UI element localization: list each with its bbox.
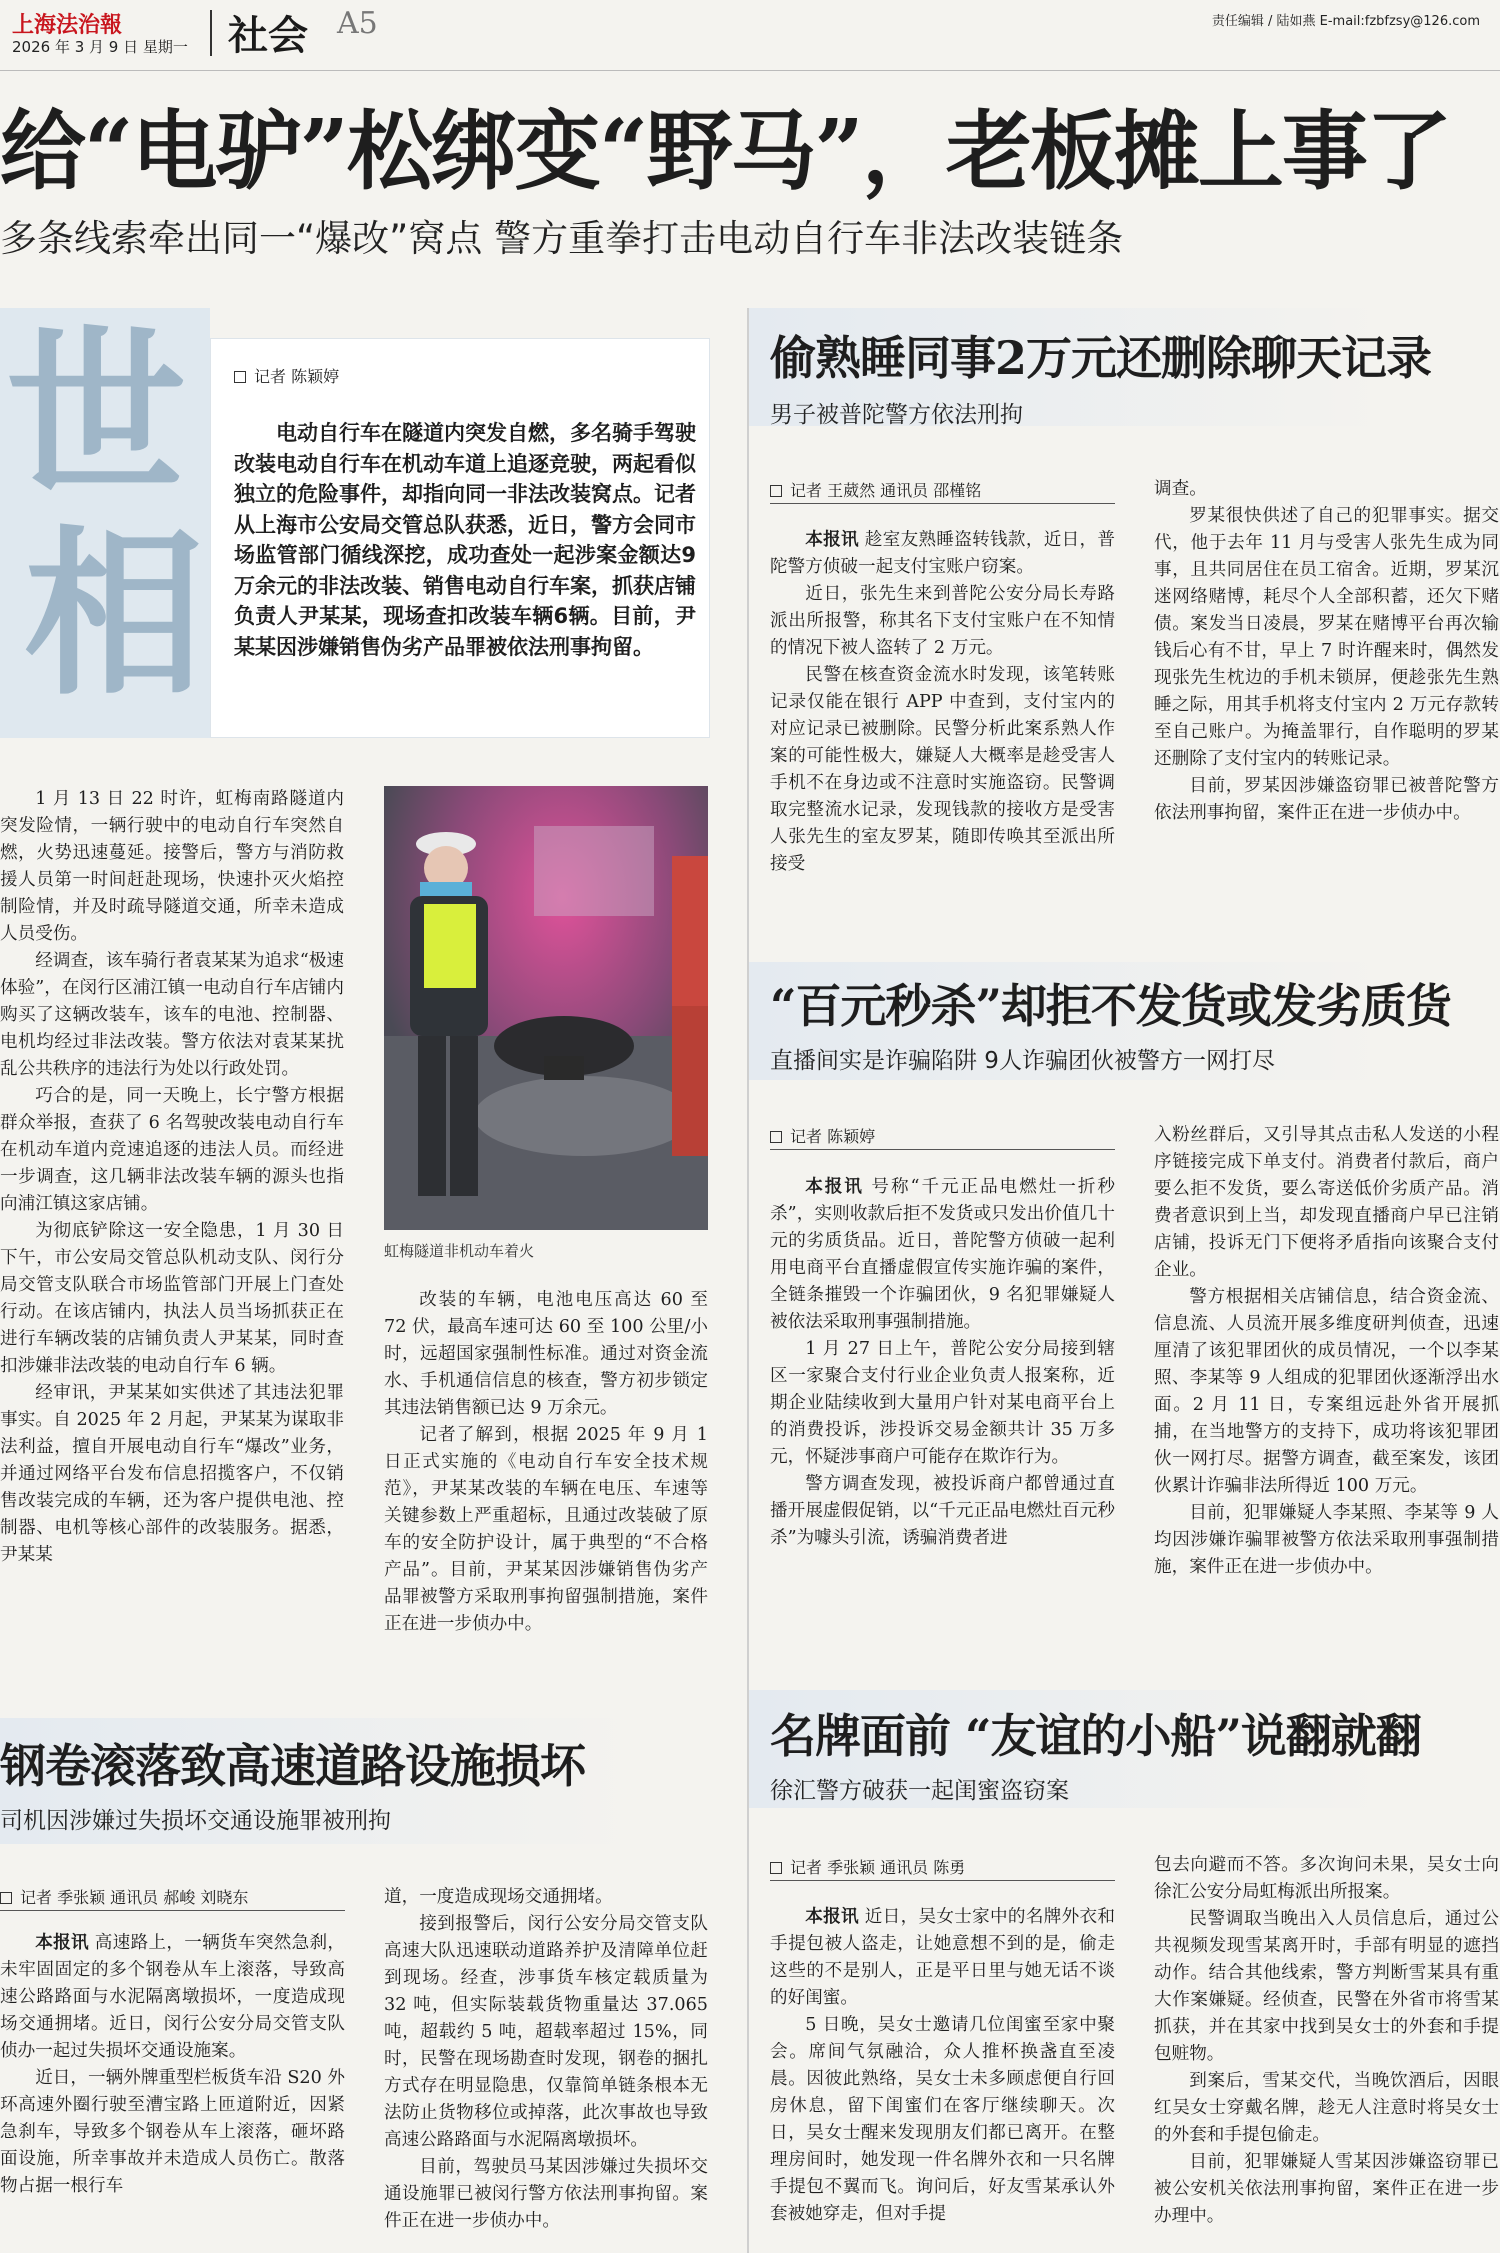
masthead-divider xyxy=(210,10,212,56)
paragraph: 近日，一辆外牌重型栏板货车沿 S20 外环高速外圈行驶至漕宝路上匝道附近，因紧急刹车，导致多个钢卷从车上滚落，砸坏路面设施，所幸事故并未造成人员伤亡。散落物占据一根行车 xyxy=(0,2068,345,2196)
bag-subheadline: 徐汇警方破获一起闺蜜盗窃案 xyxy=(770,1778,1069,1804)
paragraph: 目前，犯罪嫌疑人雪某因涉嫌盗窃罪已被公安机关依法刑事拘留，案件正在进一步办理中。 xyxy=(1154,2152,1499,2226)
page-number: A5 xyxy=(337,6,378,41)
theft-headline: 偷熟睡同事2万元还删除聊天记录 xyxy=(770,331,1432,385)
photo-caption: 虹梅隧道非机动车着火 xyxy=(384,1242,535,1260)
paragraph: 警方调查发现，被投诉商户都曾通过直播开展虚假促销，以“千元正品电燃灶百元秒杀”为噱头引流，诱骗消费者进 xyxy=(770,1474,1115,1548)
bag-col2 xyxy=(1154,1852,1499,2230)
editor-credit: 责任编辑 / 陆如燕 E-mail:fzbfzsy@126.com xyxy=(1211,14,1480,29)
paragraph: 民警在核查资金流水时发现，该笔转账记录仅能在银行 APP 中查到，支付宝内的对应记录已被删除。民警分析此案系熟人作案的可能性极大，嫌疑人大概率是趁受害人手机不在身边或不注意时实施盗窃。民警调取完整流水记录，发现钱款的接收方是受害人张先生的室友罗某，随即传唤其至派出所接受 xyxy=(770,665,1115,874)
paragraph: 接到报警后，闵行公安分局交管支队高速大队迅速联动道路养护及清障单位赶到现场。经查，涉事货车核定载质量为 32 吨，但实际装载货物重量达 37.065 吨，超载约 5 吨，超载率超过 15%，同时，民警在现场勘查时发现，钢卷的捆扎方式存在明显隐患，仅靠简单链条根本无法防止货物移位或掉落，此次事故也导致高速公路路面与水泥隔离墩损坏。 xyxy=(384,1914,708,2150)
scam-subheadline: 直播间实是诈骗陷阱 9人诈骗团伙被警方一网打尽 xyxy=(770,1048,1275,1074)
paragraph: 民警调取当晚出入人员信息后，通过公共视频发现雪某离开时，手部有明显的遮挡动作。结合其他线索，警方判断雪某具有重大作案嫌疑。经侦查，民警在外省市将雪某抓获，并在其家中找到吴女士的外套和手提包赃物。 xyxy=(1154,1909,1499,2064)
deco-character: 相 xyxy=(24,509,205,720)
scam-byline: 记者 陈颖婷 xyxy=(770,1124,875,1147)
paragraph: 5 日晚，吴女士邀请几位闺蜜至家中聚会。席间气氛融洽，众人推杯换盏直至凌晨。因彼此熟络，吴女士未多顾虑便自行回房休息，留下闺蜜们在客厅继续聊天。次日，吴女士醒来发现朋友们都已离开。在整理房间时，她发现一件名牌外衣和一只名牌手提包不翼而飞。询问后，好友雪某承认外套被她穿走，但对手提 xyxy=(770,2015,1115,2224)
issue-date: 2026 年 3 月 9 日 星期一 xyxy=(12,38,188,56)
steel-byline: 记者 季张颖 通讯员 郝峻 刘晓东 xyxy=(0,1885,248,1908)
lead-label: 本报讯 xyxy=(805,530,859,550)
byline-rule xyxy=(0,1910,345,1911)
paragraph: 目前，犯罪嫌疑人李某照、李某等 9 人均因涉嫌诈骗罪被警方依法采取刑事强制措施，案件正在进一步侦办中。 xyxy=(1154,1503,1499,1577)
steel-col2 xyxy=(384,1884,708,2235)
paragraph: 道，一度造成现场交通拥堵。 xyxy=(384,1887,613,1907)
main-lead: 电动自行车在隧道内突发自燃，多名骑手驾驶改装电动自行车在机动车道上追逐竞驶，两起看似独立的危险事件，却指向同一非法改装窝点。记者从上海市公安局交管总队获悉，近日，警方会同市场监管部门循线深挖，成功查处一起涉案金额达9万余元的非法改装、销售电动自行车案，抓获店铺负责人尹某某，现场查扣改装车辆6辆。目前，尹某某因涉嫌销售伪劣产品罪被依法刑事拘留。 xyxy=(234,421,696,659)
paragraph: 1 月 27 日上午，普陀公安分局接到辖区一家聚合支付行业企业负责人报案称，近期企业陆续收到大量用户针对某电商平台上的消费投诉，涉投诉交易金额共计 35 万多元，怀疑涉事商户可能存在欺诈行为。 xyxy=(770,1339,1115,1467)
paragraph: 包去向避而不答。多次询问未果，吴女士向徐汇公安分局虹梅派出所报案。 xyxy=(1154,1855,1499,1902)
paragraph: 经审讯，尹某某如实供述了其违法犯罪事实。自 2025 年 2 月起，尹某某为谋取非法利益，擅自开展电动自行车“爆改”业务，并通过网络平台发布信息招揽客户，不仅销售改装完成的车辆，还为客户提供电池、控制器、电机等核心部件的改装服务。据悉，尹某某 xyxy=(0,1383,344,1565)
paragraph: 巧合的是，同一天晚上，长宁警方根据群众举报，查获了 6 名驾驶改装电动自行车在机动车道内竞速追逐的违法人员。而经进一步调查，这几辆非法改装车辆的源头也指向浦江镇这家店铺。 xyxy=(0,1086,344,1214)
paragraph: 经调查，该车骑行者袁某某为追求“极速体验”，在闵行区浦江镇一电动自行车店铺内购买了这辆改装车，该车的电池、控制器、电机均经过非法改装。警方依法对袁某某扰乱公共秩序的违法行为处以行政处罚。 xyxy=(0,951,344,1079)
paragraph: 警方根据相关店铺信息，结合资金流、信息流、人员流开展多维度研判侦查，迅速厘清了该犯罪团伙的成员情况，一个以李某照、李某等 9 人组成的犯罪团伙逐渐浮出水面。2 月 11 日，专案组远赴外省开展抓捕，在当地警方的支持下，成功将该犯罪团伙一网打尽。据警方调查，截至案发，该团伙累计诈骗非法所得近 100 万元。 xyxy=(1154,1287,1499,1496)
byline-rule xyxy=(770,1880,1115,1881)
scam-headline: “百元秒杀”却拒不发货或发劣质货 xyxy=(770,979,1451,1033)
main-story-col2 xyxy=(384,1287,708,1638)
lead-label: 本报讯 xyxy=(805,1177,864,1197)
theft-byline: 记者 王葳然 通讯员 邵槿铭 xyxy=(770,478,981,501)
deco-character: 世 xyxy=(6,309,187,520)
byline-rule xyxy=(770,1149,1115,1150)
byline-rule xyxy=(770,503,1115,504)
paragraph: 本报讯 高速路上，一辆货车突然急刹，未牢固固定的多个钢卷从车上滚落，导致高速公路路面与水泥隔离墩损坏，一度造成现场交通拥堵。近日，闵行公安分局交管支队侦办一起过失损坏交通设施案。 xyxy=(0,1933,345,2061)
paragraph: 1 月 13 日 22 时许，虹梅南路隧道内突发险情，一辆行驶中的电动自行车突然自燃，火势迅速蔓延。接警后，警方与消防救援人员第一时间赶赴现场，快速扑灭火焰控制险情，并及时疏导隧道交通，所幸未造成人员受伤。 xyxy=(0,789,344,944)
steel-col1 xyxy=(0,1930,345,2200)
lead-label: 本报讯 xyxy=(35,1933,89,1953)
theft-col2 xyxy=(1154,476,1499,827)
paragraph: 记者了解到，根据 2025 年 9 月 1 日正式实施的《电动自行车安全技术规范》，尹某某改装的车辆在电压、车速等关键参数上严重超标，且通过改装破了原车的安全防护设计，属于典型的“不合格产品”。目前，尹某某因涉嫌销售伪劣产品罪被警方采取刑事拘留强制措施，案件正在进一步侦办中。 xyxy=(384,1425,708,1634)
bag-col1 xyxy=(770,1904,1115,2228)
masthead-rule xyxy=(0,70,1500,71)
scam-col2 xyxy=(1154,1122,1499,1581)
paragraph: 调查。 xyxy=(1154,479,1207,499)
paragraph: 本报讯 近日，吴女士家中的名牌外衣和手提包被人盗走，让她意想不到的是，偷走这些的不是别人，正是平日里与她无话不谈的好闺蜜。 xyxy=(770,1907,1115,2008)
paragraph: 本报讯 号称“千元正品电燃灶一折秒杀”，实则收款后拒不发货或只发出价值几十元的劣质货品。近日，普陀警方侦破一起利用电商平台直播虚假宣传实施诈骗的案件，全链条摧毁一个诈骗团伙，9 名犯罪嫌疑人被依法采取刑事强制措施。 xyxy=(770,1177,1115,1332)
main-subheadline: 多条线索牵出同一“爆改”窝点 警方重拳打击电动自行车非法改装链条 xyxy=(0,217,1124,260)
newspaper-logo: 上海法治報 xyxy=(12,12,123,38)
steel-subheadline: 司机因涉嫌过失损坏交通设施罪被刑拘 xyxy=(0,1808,391,1834)
paragraph: 近日，张先生来到普陀公安分局长寿路派出所报警，称其名下支付宝账户在不知情的情况下被人盗转了 2 万元。 xyxy=(770,584,1115,658)
steel-headline: 钢卷滚落致高速道路设施损坏 xyxy=(0,1739,585,1793)
theft-col1 xyxy=(770,527,1115,878)
column-divider xyxy=(747,308,749,2253)
paragraph: 入粉丝群后，又引导其点击私人发送的小程序链接完成下单支付。消费者付款后，商户要么拒不发货，要么寄送低价劣质产品。消费者意识到上当，却发现直播商户早已注销店铺，投诉无门下便将矛盾指向该聚合支付企业。 xyxy=(1154,1125,1499,1280)
paragraph: 罗某很快供述了自己的犯罪事实。据交代，他于去年 11 月与受害人张先生成为同事，且共同居住在员工宿舍。近期，罗某沉迷网络赌博，耗尽个人全部积蓄，还欠下赌债。案发当日凌晨，罗某在赌博平台再次输钱后心有不甘，早上 7 时许醒来时，偶然发现张先生枕边的手机未锁屏，便趁张先生熟睡之际，用其手机将支付宝内 2 万元存款转至自己账户。为掩盖罪行，自作聪明的罗某还删除了支付宝内的转账记录。 xyxy=(1154,506,1499,769)
lead-label: 本报讯 xyxy=(805,1907,859,1927)
paragraph: 改装的车辆，电池电压高达 60 至 72 伏，最高车速可达 60 至 100 公里/小时，远超国家强制性标准。通过对资金流水、手机通信信息的核查，警方初步锁定其违法销售额已达 9 万余元。 xyxy=(384,1290,708,1418)
main-byline: 记者 陈颖婷 xyxy=(234,364,339,387)
paragraph: 目前，罗某因涉嫌盗窃罪已被普陀警方依法刑事拘留，案件正在进一步侦办中。 xyxy=(1154,776,1499,823)
theft-subheadline: 男子被普陀警方依法刑拘 xyxy=(770,402,1023,428)
main-headline: 给“电驴”松绑变“野马”，老板摊上事了 xyxy=(0,101,1450,202)
bag-headline: 名牌面前 “友谊的小船”说翻就翻 xyxy=(770,1709,1421,1763)
paragraph: 为彻底铲除这一安全隐患，1 月 30 日下午，市公安局交管总队机动支队、闵行分局交管支队联合市场监管部门开展上门查处行动。在该店铺内，执法人员当场抓获正在进行车辆改装的店铺负责人尹某某，同时查扣涉嫌非法改装的电动自行车 6 辆。 xyxy=(0,1221,344,1376)
main-story-col1 xyxy=(0,786,344,1569)
scam-col1 xyxy=(770,1174,1115,1552)
paragraph: 目前，驾驶员马某因涉嫌过失损坏交通设施罪已被闵行警方依法刑事拘留。案件正在进一步侦办中。 xyxy=(384,2157,708,2231)
paragraph: 到案后，雪某交代，当晚饮酒后，因眼红吴女士穿戴名牌，趁无人注意时将吴女士的外套和手提包偷走。 xyxy=(1154,2071,1499,2145)
paragraph: 本报讯 趁室友熟睡盗转钱款，近日，普陀警方侦破一起支付宝账户窃案。 xyxy=(770,530,1115,577)
bag-byline: 记者 季张颖 通讯员 陈勇 xyxy=(770,1855,965,1878)
section-name: 社会 xyxy=(228,13,308,59)
news-photo xyxy=(384,786,708,1230)
